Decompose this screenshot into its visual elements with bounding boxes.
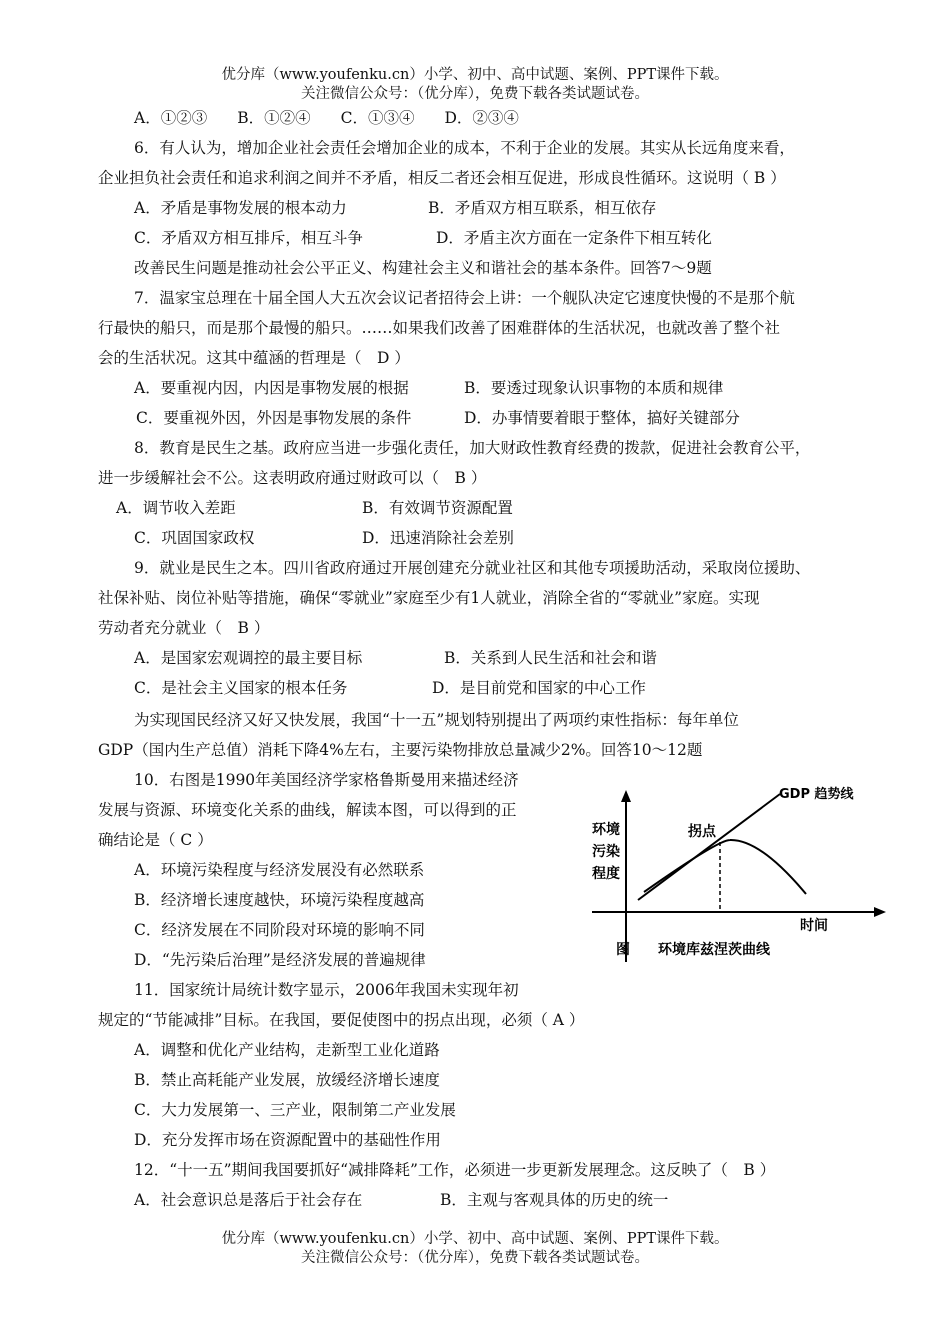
q9-stem-2: 社保补贴、岗位补贴等措施，确保“零就业”家庭至少有1人就业，消除全省的“零就业”家庭。实现: [98, 589, 760, 607]
q10-option-d: D．“先污染后治理”是经济发展的普遍规律: [134, 951, 426, 969]
q10-option-b: B．经济增长速度越快，环境污染程度越高: [134, 891, 425, 909]
q8-option-d: D．迅速消除社会差别: [362, 529, 514, 547]
q10-stem-2: 发展与资源、环境变化关系的曲线，解读本图，可以得到的正: [98, 801, 517, 819]
q7-option-b: B．要透过现象认识事物的本质和规律: [464, 379, 724, 397]
pollution-curve: [644, 840, 806, 894]
q6-option-d: D．矛盾主次方面在一定条件下相互转化: [436, 229, 712, 247]
q8-option-b: B．有效调节资源配置: [362, 499, 513, 517]
q5-option-b: B．①②④: [237, 109, 311, 127]
q8-stem-1: 8．教育是民生之基。政府应当进一步强化责任，加大财政性教育经费的拨款，促进社会教育公平，: [134, 439, 811, 457]
q11-option-b: B．禁止高耗能产业发展，放缓经济增长速度: [134, 1071, 440, 1089]
q8-stem-2: 进一步缓解社会不公。这表明政府通过财政可以（ B ）: [98, 469, 487, 487]
q7-option-d: D．办事情要着眼于整体，搞好关键部分: [464, 409, 740, 427]
x-axis-arrow: [874, 907, 886, 917]
q9-option-c: C．是社会主义国家的根本任务: [134, 679, 348, 697]
q5-option-c: C．①③④: [340, 109, 415, 127]
turning-point-label: 拐点: [688, 824, 716, 840]
q12-option-a: A．社会意识总是落后于社会存在: [134, 1191, 363, 1209]
y-axis-label-1: 环境: [592, 822, 620, 838]
footer-line-1: 优分库（www.youfenku.cn）小学、初中、高中试题、案例、PPT课件下载。: [221, 1231, 729, 1247]
y-axis-label-3: 程度: [592, 866, 620, 882]
q5-option-a: A．①②③: [134, 109, 208, 127]
gdp-trend-label: GDP 趋势线: [779, 787, 854, 802]
q9-option-d: D．是目前党和国家的中心工作: [432, 679, 646, 697]
q8-option-c: C．巩固国家政权: [134, 529, 255, 547]
x-axis-label: 时间: [800, 918, 828, 934]
q7-option-a: A．要重视内因，内因是事物发展的根据: [134, 379, 409, 397]
q9-stem-3: 劳动者充分就业（ B ）: [98, 619, 270, 637]
q5-option-d: D．②③④: [444, 109, 519, 127]
footer-line-2: 关注微信公众号：（优分库），免费下载各类试题试卷。: [301, 1250, 649, 1266]
q11-option-c: C．大力发展第一、三产业，限制第二产业发展: [134, 1101, 456, 1119]
q12-option-b: B．主观与客观具体的历史的统一: [440, 1191, 669, 1209]
q7-option-c: C．要重视外因，外因是事物发展的条件: [136, 409, 412, 427]
q7-stem-2: 行最快的船只，而是那个最慢的船只。……如果我们改善了困难群体的生活状况，也就改善了整个社: [98, 319, 781, 337]
q10-option-a: A．环境污染程度与经济发展没有必然联系: [134, 861, 425, 879]
header-line-2: 关注微信公众号：（优分库），免费下载各类试题试卷。: [301, 86, 649, 102]
kuznets-curve-figure: [590, 782, 890, 962]
q10-option-c: C．经济发展在不同阶段对环境的影响不同: [134, 921, 425, 939]
q7-stem-3: 会的生活状况。这其中蕴涵的哲理是（ D ）: [98, 349, 410, 367]
q6-stem-2: 企业担负社会责任和追求利润之间并不矛盾，相反二者还会相互促进，形成良性循环。这说明（ B ）: [98, 169, 786, 187]
q5-options: [134, 108, 519, 128]
q10-stem-3: 确结论是（ C ）: [98, 831, 213, 849]
gdp-trend-line: [638, 794, 780, 900]
q7-stem-1: 7．温家宝总理在十届全国人大五次会议记者招待会上讲：一个舰队决定它速度快慢的不是那个航: [134, 289, 795, 307]
q6-stem-1: 6．有人认为，增加企业社会责任会增加企业的成本，不利于企业的发展。其实从长远角度来看，: [134, 139, 795, 157]
q8-option-a: A．调节收入差距: [116, 499, 236, 517]
q9-option-b: B．关系到人民生活和社会和谐: [444, 649, 657, 667]
intro-10-12-line-1: 为实现国民经济又好又快发展，我国“十一五”规划特别提出了两项约束性指标：每年单位: [134, 711, 739, 729]
intro-10-12-line-2: GDP（国内生产总值）消耗下降4%左右，主要污染物排放总量减少2%。回答10～12题: [98, 741, 703, 759]
figure-caption: 图 环境库兹涅茨曲线: [616, 942, 770, 958]
page-footer: [0, 1230, 950, 1268]
q6-option-b: B．矛盾双方相互联系，相互依存: [428, 199, 657, 217]
header-line-1: 优分库（www.youfenku.cn）小学、初中、高中试题、案例、PPT课件下载。: [221, 67, 729, 83]
q9-option-a: A．是国家宏观调控的最主要目标: [134, 649, 363, 667]
q6-option-c: C．矛盾双方相互排斥，相互斗争: [134, 229, 363, 247]
intro-7-9: 改善民生问题是推动社会公平正义、构建社会主义和谐社会的基本条件。回答7～9题: [134, 259, 712, 277]
y-axis-label-2: 污染: [592, 844, 620, 860]
q11-stem-1: 11．国家统计局统计数字显示，2006年我国未实现年初: [134, 981, 519, 999]
q11-option-a: A．调整和优化产业结构，走新型工业化道路: [134, 1041, 440, 1059]
q9-stem-1: 9．就业是民生之本。四川省政府通过开展创建充分就业社区和其他专项援助活动，采取岗位援助、: [134, 559, 811, 577]
q6-option-a: A．矛盾是事物发展的根本动力: [134, 199, 347, 217]
q11-stem-2: 规定的“节能减排”目标。在我国，要促使图中的拐点出现，必须（ A ）: [98, 1011, 585, 1029]
page-header: [0, 66, 950, 104]
y-axis-arrow: [621, 790, 631, 802]
q11-option-d: D．充分发挥市场在资源配置中的基础性作用: [134, 1131, 441, 1149]
q12-stem: 12．“十一五”期间我国要抓好“减排降耗”工作，必须进一步更新发展理念。这反映了（ B ）: [134, 1161, 776, 1179]
q10-stem-1: 10．右图是1990年美国经济学家格鲁斯曼用来描述经济: [134, 771, 519, 789]
